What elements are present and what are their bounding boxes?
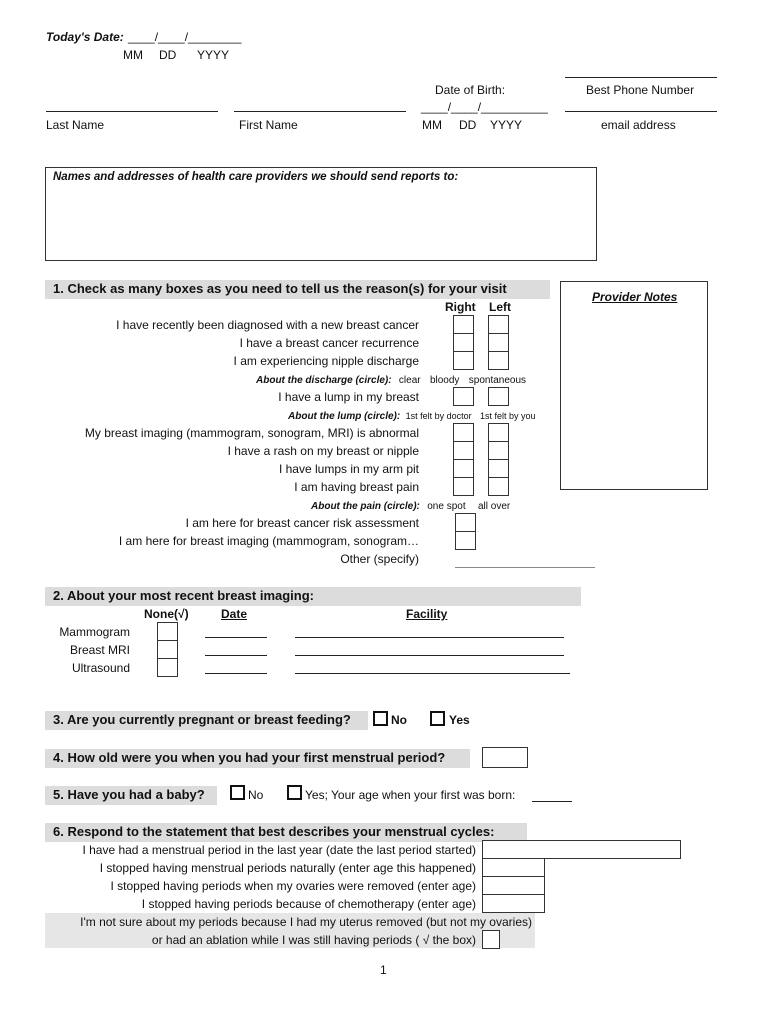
mammogram-date-line[interactable] — [205, 637, 267, 638]
cycle-uterus-removed: I'm not sure about my periods because I had my uterus removed (but not my ovaries) — [80, 915, 532, 929]
section6-header: 6. Respond to the statement that best describes your menstrual cycles: — [45, 823, 527, 842]
provider-notes-label: Provider Notes — [592, 290, 678, 304]
phone-label: Best Phone Number — [586, 83, 695, 97]
pregnant-yes-checkbox[interactable] — [430, 711, 445, 726]
imaging-ultrasound: Ultrasound — [71, 661, 130, 675]
right-boxes-group2[interactable] — [453, 423, 474, 496]
mammogram-facility-line[interactable] — [295, 637, 564, 638]
pregnant-no-label: No — [391, 713, 407, 727]
reason-arm-pit-lumps: I have lumps in my arm pit — [278, 462, 419, 476]
left-box-lump[interactable] — [488, 387, 509, 406]
reason-breast-imaging: I am here for breast imaging (mammogram, sonogram… — [118, 534, 419, 548]
imaging-mammogram: Mammogram — [59, 625, 130, 639]
page-number: 1 — [380, 963, 387, 977]
boxes-risk-imaging[interactable] — [455, 513, 476, 550]
dob-label: Date of Birth: — [435, 83, 506, 97]
pregnant-no-checkbox[interactable] — [373, 711, 388, 726]
discharge-clear[interactable]: clear — [398, 375, 421, 386]
reason-abnormal-imaging: My breast imaging (mammogram, sonogram, MRI) is abnormal — [84, 426, 419, 440]
ultrasound-date-line[interactable] — [205, 673, 267, 674]
todays-date-yyyy: YYYY — [197, 48, 230, 62]
section2-header: 2. About your most recent breast imaging: — [45, 587, 581, 606]
cycle-age-inputs[interactable] — [482, 858, 545, 913]
todays-date-label: Today's Date: — [46, 30, 124, 44]
todays-date-mm: MM — [123, 48, 143, 62]
left-boxes-group2[interactable] — [488, 423, 509, 496]
pain-all-over[interactable]: all over — [477, 501, 511, 512]
reason-new-cancer: I have recently been diagnosed with a new breast cancer — [116, 318, 419, 332]
provider-notes-box[interactable] — [560, 281, 708, 490]
ultrasound-facility-line[interactable] — [295, 673, 570, 674]
cycle-last-year: I have had a menstrual period in the last year (date the last period started) — [82, 843, 476, 857]
reason-other: Other (specify) — [340, 552, 419, 566]
section5-header: 5. Have you had a baby? — [45, 786, 217, 805]
other-specify-line[interactable] — [455, 567, 595, 568]
discharge-bloody[interactable]: bloody — [429, 375, 460, 386]
discharge-options-row — [256, 372, 526, 386]
last-name-field-line[interactable] — [46, 111, 218, 112]
reason-recurrence: I have a breast cancer recurrence — [239, 336, 419, 350]
discharge-spontaneous[interactable]: spontaneous — [468, 375, 527, 386]
cycle-stopped-naturally: I stopped having menstrual periods naturally (enter age this happened) — [99, 861, 476, 875]
pain-label: About the pain (circle): — [311, 501, 420, 512]
imaging-mri: Breast MRI — [69, 643, 130, 657]
first-name-label: First Name — [239, 118, 298, 132]
providers-label: Names and addresses of health care providers we should send reports to: — [53, 171, 459, 183]
facility-column-label: Facility — [406, 607, 448, 621]
phone-field-line[interactable] — [565, 77, 717, 78]
mri-date-line[interactable] — [205, 655, 267, 656]
none-column-label: None(√) — [144, 607, 189, 621]
reason-lump: I have a lump in my breast — [278, 390, 419, 404]
baby-yes-checkbox[interactable] — [287, 785, 302, 800]
first-name-field-line[interactable] — [234, 111, 406, 112]
last-period-date-input[interactable] — [482, 840, 681, 859]
right-boxes-group1[interactable] — [453, 315, 474, 370]
cycle-chemotherapy: I stopped having periods because of chemotherapy (enter age) — [141, 897, 476, 911]
section1-header: 1. Check as many boxes as you need to tell us the reason(s) for your visit — [45, 280, 550, 299]
last-name-label: Last Name — [46, 118, 105, 132]
pain-options-row — [311, 498, 510, 512]
mri-facility-line[interactable] — [295, 655, 564, 656]
lump-felt-by-doctor[interactable]: 1st felt by doctor — [405, 411, 472, 421]
baby-no-checkbox[interactable] — [230, 785, 245, 800]
imaging-none-boxes[interactable] — [157, 622, 178, 677]
reason-nipple-discharge: I am experiencing nipple discharge — [233, 354, 419, 368]
lump-label: About the lump (circle): — [288, 411, 401, 422]
section3-header: 3. Are you currently pregnant or breast feeding? — [45, 711, 368, 730]
baby-no-label: No — [248, 788, 264, 802]
dob-dd: DD — [459, 118, 477, 132]
reason-breast-pain: I am having breast pain — [294, 480, 419, 494]
first-period-age-input[interactable] — [482, 747, 528, 768]
lump-felt-by-you[interactable]: 1st felt by you — [479, 411, 536, 421]
dob-yyyy: YYYY — [490, 118, 523, 132]
left-column-label: Left — [489, 300, 511, 314]
pregnant-yes-label: Yes — [449, 713, 470, 727]
email-field-line[interactable] — [565, 111, 717, 112]
todays-date-field[interactable]: ____/____/________ — [128, 30, 242, 44]
dob-mm: MM — [422, 118, 442, 132]
lump-options-row — [288, 408, 536, 422]
date-column-label: Date — [221, 607, 248, 621]
dob-field[interactable]: ____/____/__________ — [421, 100, 548, 114]
providers-textarea[interactable] — [45, 167, 597, 261]
reason-risk-assessment: I am here for breast cancer risk assessment — [185, 516, 419, 530]
pain-one-spot[interactable]: one spot — [427, 501, 466, 512]
baby-yes-label: Yes; Your age when your first was born: — [305, 788, 516, 802]
ablation-checkbox[interactable] — [482, 930, 500, 949]
email-label: email address — [601, 118, 676, 132]
cycle-ovaries-removed: I stopped having periods when my ovaries were removed (enter age) — [110, 879, 476, 893]
left-boxes-group1[interactable] — [488, 315, 509, 370]
reason-rash: I have a rash on my breast or nipple — [227, 444, 419, 458]
section4-header: 4. How old were you when you had your first menstrual period? — [45, 749, 470, 768]
right-box-lump[interactable] — [453, 387, 474, 406]
discharge-label: About the discharge (circle): — [256, 375, 392, 386]
todays-date-dd: DD — [159, 48, 177, 62]
right-column-label: Right — [445, 300, 476, 314]
first-birth-age-line[interactable] — [532, 801, 572, 802]
cycle-ablation: or had an ablation while I was still having periods ( √ the box) — [151, 933, 476, 947]
